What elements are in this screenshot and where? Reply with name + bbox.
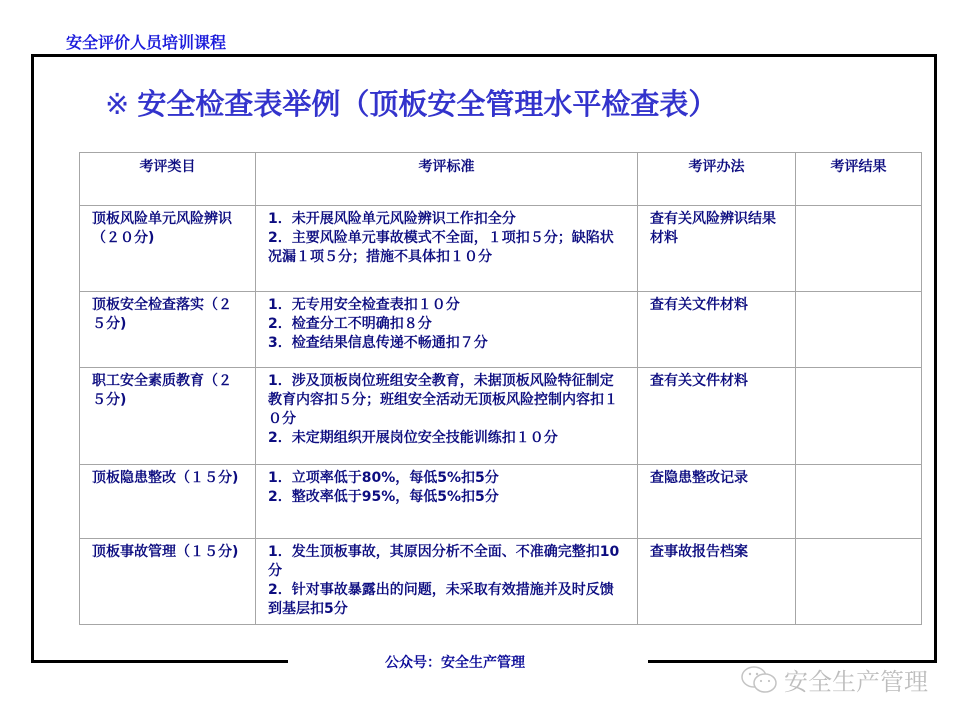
frame-border-left (31, 54, 34, 663)
criteria-item: 1．立项率低于80%，每低5%扣5分 (268, 470, 499, 486)
method-cell: 查有关文件材料 (638, 292, 796, 368)
table-row (80, 368, 922, 465)
criteria-item: 1．无专用安全检查表扣１０分 (268, 297, 460, 313)
criteria-cell (256, 539, 638, 625)
table-header-row (80, 153, 922, 206)
criteria-item: 2．主要风险单元事故模式不全面，１项扣５分；缺陷状况漏１项５分；措施不具体扣１０分 (268, 230, 614, 265)
criteria-item: 1．涉及顶板岗位班组安全教育，未据顶板风险特征制定教育内容扣５分；班组安全活动无顶板风险控制内容扣１０分 (268, 373, 618, 427)
frame-border-bottom-left (31, 660, 288, 663)
category-cell: 顶板安全检查落实（２５分) (80, 292, 256, 368)
table-row (80, 292, 922, 368)
result-cell[interactable] (796, 292, 922, 368)
footer-account-label: 公众号：安全生产管理 (385, 655, 525, 671)
category-cell: 顶板隐患整改（１５分) (80, 465, 256, 539)
criteria-item: 2．针对事故暴露出的问题，未采取有效措施并及时反馈到基层扣5分 (268, 582, 614, 617)
reference-mark-icon: ※ (105, 87, 130, 121)
criteria-item: 2．整改率低于95%，每低5%扣5分 (268, 489, 499, 505)
criteria-cell (256, 206, 638, 292)
criteria-item: 1．未开展风险单元风险辨识工作扣全分 (268, 211, 516, 227)
slide-title-text: 安全检查表举例（顶板安全管理水平检查表） (137, 87, 718, 121)
wechat-icon (740, 665, 780, 695)
frame-border-top (31, 54, 937, 57)
criteria-cell (256, 465, 638, 539)
criteria-item: 3．检查结果信息传递不畅通扣７分 (268, 335, 488, 351)
result-cell[interactable] (796, 206, 922, 292)
criteria-cell (256, 292, 638, 368)
frame-border-right (934, 54, 937, 663)
method-cell: 查有关文件材料 (638, 368, 796, 465)
criteria-cell (256, 368, 638, 465)
table-row (80, 206, 922, 292)
watermark-text: 安全生产管理 (784, 668, 928, 696)
result-cell[interactable] (796, 368, 922, 465)
table-row (80, 465, 922, 539)
category-cell: 职工安全素质教育（２５分) (80, 368, 256, 465)
course-title: 安全评价人员培训课程 (66, 33, 227, 52)
watermark (740, 662, 928, 697)
criteria-item: 2．检查分工不明确扣８分 (268, 316, 432, 332)
category-cell: 顶板风险单元风险辨识（２０分) (80, 206, 256, 292)
column-header-criteria: 考评标准 (256, 153, 638, 206)
method-cell: 查隐患整改记录 (638, 465, 796, 539)
criteria-item: 1．发生顶板事故，其原因分析不全面、不准确完整扣10分 (268, 544, 620, 579)
criteria-item: 2．未定期组织开展岗位安全技能训练扣１０分 (268, 430, 558, 446)
method-cell: 查有关风险辨识结果材料 (638, 206, 796, 292)
column-header-result: 考评结果 (796, 153, 922, 206)
method-cell: 查事故报告档案 (638, 539, 796, 625)
column-header-category: 考评类目 (80, 153, 256, 206)
column-header-method: 考评办法 (638, 153, 796, 206)
category-cell: 顶板事故管理（１５分) (80, 539, 256, 625)
slide-title (105, 82, 717, 123)
result-cell[interactable] (796, 465, 922, 539)
inspection-checklist-table (79, 152, 922, 625)
table-row (80, 539, 922, 625)
result-cell[interactable] (796, 539, 922, 625)
